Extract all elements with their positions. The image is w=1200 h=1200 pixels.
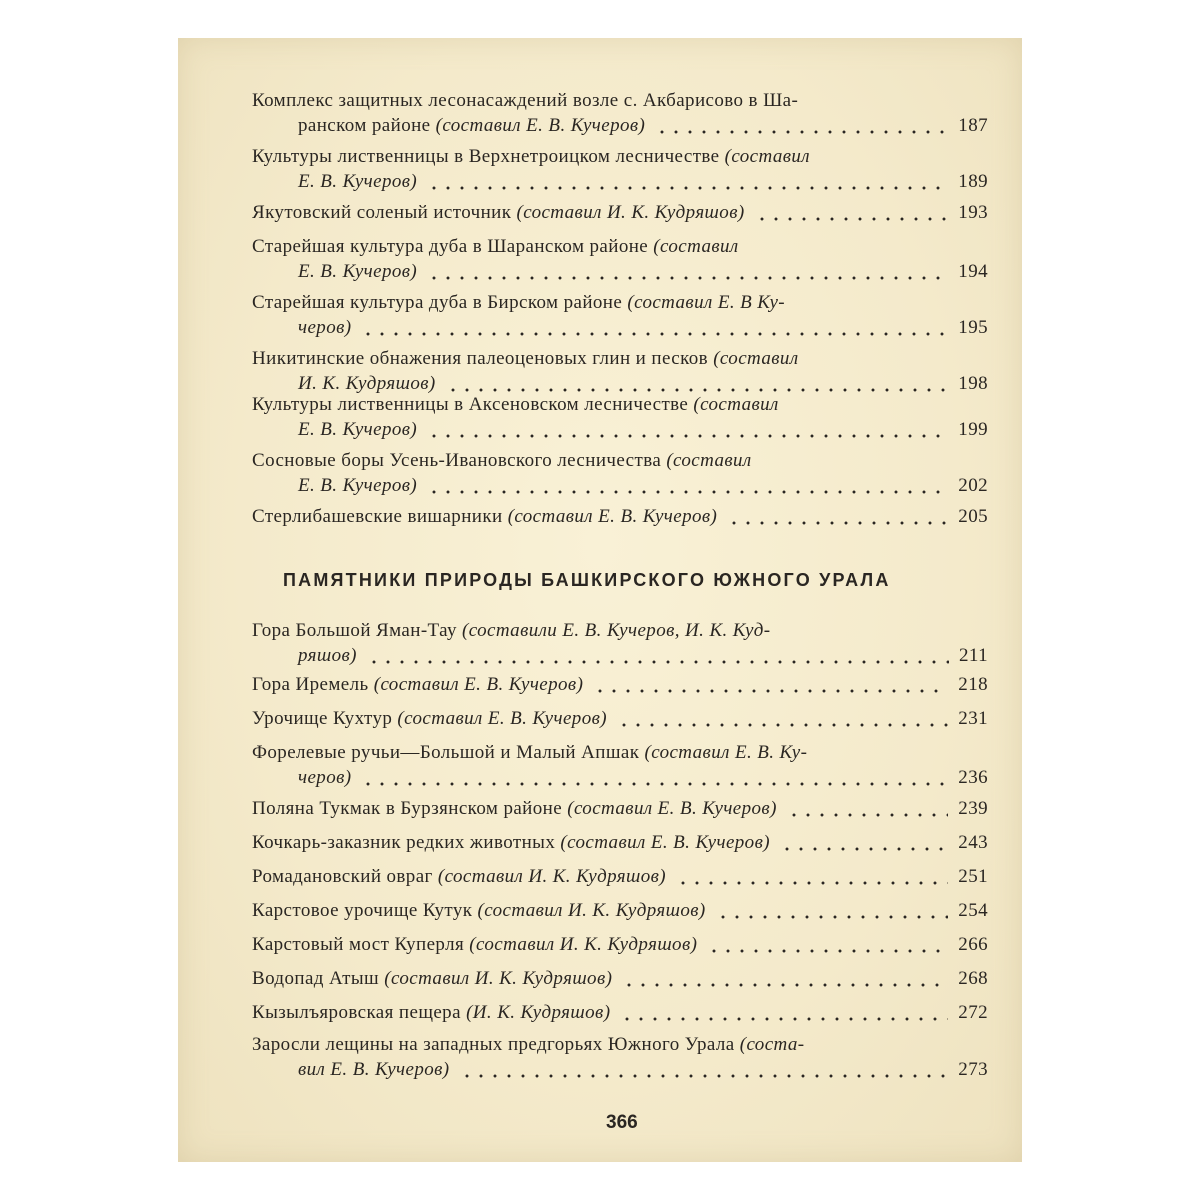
entry-line: [252, 504, 988, 529]
entry-title-text: Карстовый мост Куперля (составил И. К. Кудряшов): [252, 934, 698, 955]
entry-page-number: 243: [958, 832, 988, 853]
leader-dots: [622, 983, 948, 987]
contents-entry: [252, 392, 988, 442]
entry-page-number: 239: [958, 798, 988, 819]
entry-line: [252, 169, 988, 194]
leader-dots: [427, 434, 948, 438]
leader-dots: [755, 217, 949, 221]
entry-line: [252, 234, 988, 259]
entry-title-text: Старейшая культура дуба в Бирском районе (составил Е. В Ку-: [252, 292, 786, 313]
entry-line: [252, 966, 988, 991]
contents-entry: [252, 796, 988, 821]
contents-entry: [252, 1032, 988, 1082]
entry-page-number: 198: [958, 373, 988, 394]
leader-dots: [361, 782, 948, 786]
entry-page-number: 202: [958, 475, 988, 496]
contents-entry: [252, 966, 988, 991]
entry-line: [252, 932, 988, 957]
entry-line: [252, 618, 988, 643]
contents-entry: [252, 932, 988, 957]
entry-title-text: Е. В. Кучеров): [298, 475, 418, 496]
contents-entry: [252, 1000, 988, 1025]
entry-page-number: 193: [958, 202, 988, 223]
leader-dots: [361, 332, 948, 336]
entry-title-text: Е. В. Кучеров): [298, 171, 418, 192]
leader-dots: [780, 847, 948, 851]
entry-line: [252, 200, 988, 225]
contents-entry: [252, 898, 988, 923]
leader-dots: [620, 1017, 948, 1021]
contents-entry: [252, 706, 988, 731]
contents-entry: [252, 290, 988, 340]
entry-line: [252, 1000, 988, 1025]
entry-page-number: 273: [958, 1059, 988, 1080]
leader-dots: [460, 1074, 949, 1078]
leader-dots: [655, 130, 948, 134]
leader-dots: [427, 276, 948, 280]
leader-dots: [787, 813, 949, 817]
leader-dots: [707, 949, 948, 953]
leader-dots: [727, 521, 948, 525]
contents-entry: [252, 830, 988, 855]
entry-title-text: Культуры лиственницы в Верхнетроицком лесничестве (составил: [252, 146, 810, 167]
entry-title-text: Комплекс защитных лесонасаждений возле с. Акбарисово в Ша-: [252, 90, 799, 111]
leader-dots: [716, 915, 949, 919]
entry-title-text: черов): [298, 317, 352, 338]
entry-title-text: Гора Иремель (составил Е. В. Кучеров): [252, 674, 584, 695]
entry-page-number: 266: [958, 934, 988, 955]
leader-dots: [367, 660, 949, 664]
entry-title-text: Никитинские обнажения палеоценовых глин и песков (составил: [252, 348, 799, 369]
leader-dots: [617, 723, 948, 727]
entry-title-text: Заросли лещины на западных предгорьях Южного Урала (соста-: [252, 1034, 805, 1055]
entry-line: [252, 1057, 988, 1082]
entry-line: [252, 706, 988, 731]
entry-title-text: Ромадановский овраг (составил И. К. Кудряшов): [252, 866, 666, 887]
entry-line: [252, 864, 988, 889]
entry-line: [252, 259, 988, 284]
contents-entry: [252, 618, 988, 668]
entry-line: [252, 417, 988, 442]
entry-title-text: Гора Большой Яман-Тау (составили Е. В. Кучеров, И. К. Куд-: [252, 620, 771, 641]
entry-title-text: черов): [298, 767, 352, 788]
entry-page-number: 251: [958, 866, 988, 887]
entry-line: [252, 113, 988, 138]
entry-title-text: Урочище Кухтур (составил Е. В. Кучеров): [252, 708, 607, 729]
entry-title-text: Культуры лиственницы в Аксеновском лесничестве (составил: [252, 394, 779, 415]
leader-dots: [427, 186, 948, 190]
entry-page-number: 218: [958, 674, 988, 695]
section-heading: ПАМЯТНИКИ ПРИРОДЫ БАШКИРСКОГО ЮЖНОГО УРАЛА: [283, 570, 891, 590]
contents-entry: [252, 346, 988, 396]
entry-title-text: ряшов): [298, 645, 357, 666]
entry-title-text: Кочкарь-заказник редких животных (составил Е. В. Кучеров): [252, 832, 770, 853]
entry-page-number: 272: [958, 1002, 988, 1023]
entry-line: [252, 1032, 988, 1057]
entry-title-text: Е. В. Кучеров): [298, 261, 418, 282]
entry-line: [252, 898, 988, 923]
entry-line: [252, 346, 988, 371]
entry-page-number: 231: [958, 708, 988, 729]
entry-line: [252, 448, 988, 473]
entry-line: [252, 290, 988, 315]
entry-line: [252, 144, 988, 169]
entry-line: [252, 765, 988, 790]
entry-page-number: 236: [958, 767, 988, 788]
entry-line: [252, 672, 988, 697]
entry-page-number: 268: [958, 968, 988, 989]
contents-entry: [252, 504, 988, 529]
entry-title-text: вил Е. В. Кучеров): [298, 1059, 450, 1080]
page-number: 366: [606, 1112, 638, 1133]
entry-page-number: 187: [958, 115, 988, 136]
entry-page-number: 194: [958, 261, 988, 282]
contents-entry: [252, 740, 988, 790]
entry-title-text: Сосновые боры Усень-Ивановского лесничества (составил: [252, 450, 752, 471]
entry-title-text: Водопад Атыш (составил И. К. Кудряшов): [252, 968, 613, 989]
contents-entry: [252, 88, 988, 138]
entry-title-text: Кызылъяровская пещера (И. К. Кудряшов): [252, 1002, 611, 1023]
entry-title-text: Форелевые ручьи—Большой и Малый Апшак (составил Е. В. Ку-: [252, 742, 808, 763]
entry-line: [252, 473, 988, 498]
entry-line: [252, 392, 988, 417]
entry-title-text: Поляна Тукмак в Бурзянском районе (составил Е. В. Кучеров): [252, 798, 777, 819]
leader-dots: [593, 689, 948, 693]
entry-title-text: Карстовое урочище Кутук (составил И. К. Кудряшов): [252, 900, 706, 921]
entry-page-number: 195: [958, 317, 988, 338]
entry-page-number: 205: [958, 506, 988, 527]
entry-line: [252, 830, 988, 855]
leader-dots: [676, 881, 948, 885]
entry-title-text: Е. В. Кучеров): [298, 419, 418, 440]
entry-title-text: И. К. Кудряшов): [298, 373, 436, 394]
entry-title-text: Стерлибашевские вишарники (составил Е. В. Кучеров): [252, 506, 718, 527]
entry-title-text: Старейшая культура дуба в Шаранском районе (составил: [252, 236, 739, 257]
contents-entry: [252, 200, 988, 225]
contents-entry: [252, 448, 988, 498]
contents-entry: [252, 144, 988, 194]
contents-entry: [252, 672, 988, 697]
entry-page-number: 211: [959, 645, 988, 666]
leader-dots: [427, 490, 948, 494]
entry-title-text: ранском районе (составил Е. В. Кучеров): [298, 115, 646, 136]
entry-line: [252, 315, 988, 340]
contents-entry: [252, 864, 988, 889]
entry-page-number: 199: [958, 419, 988, 440]
entry-title-text: Якутовский соленый источник (составил И. К. Кудряшов): [252, 202, 745, 223]
entry-page-number: 189: [958, 171, 988, 192]
entry-line: [252, 740, 988, 765]
entry-line: [252, 796, 988, 821]
entry-page-number: 254: [958, 900, 988, 921]
entry-line: [252, 643, 988, 668]
entry-line: [252, 88, 988, 113]
contents-entry: [252, 234, 988, 284]
